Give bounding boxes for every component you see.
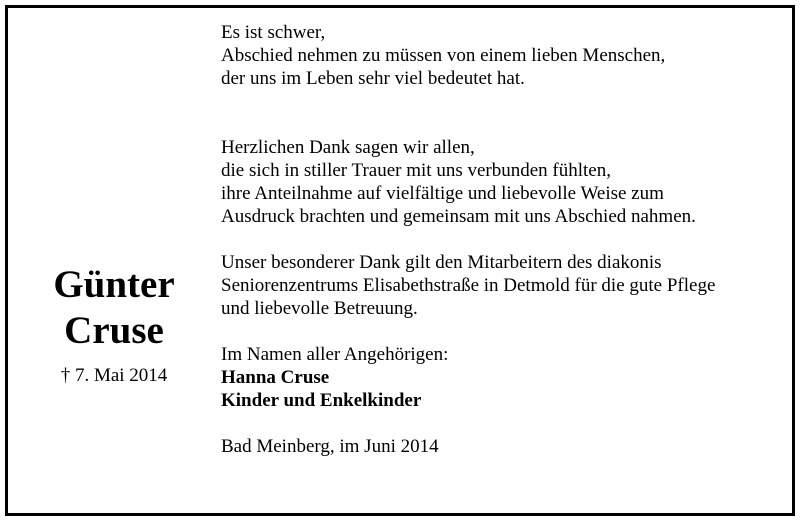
place-date [221, 435, 781, 458]
deceased-last-name: Cruse [64, 309, 164, 352]
paragraph-line: Es ist schwer, [221, 22, 326, 43]
paragraph-line: Unser besonderer Dank gilt den Mitarbeitern des diakonis [221, 252, 662, 273]
paragraph-thanks [221, 136, 781, 228]
death-date: † 7. Mai 2014 [60, 365, 168, 386]
paragraph-farewell [221, 21, 781, 90]
signature-name: Hanna Cruse [221, 367, 330, 388]
deceased-first-name: Günter [53, 263, 175, 306]
paragraph-line: Abschied nehmen zu müssen von einem lieben Menschen, [221, 45, 666, 66]
place-date-line: Bad Meinberg, im Juni 2014 [221, 436, 439, 457]
signature-name: Kinder und Enkelkinder [221, 390, 422, 411]
paragraph-line: Ausdruck brachten und gemeinsam mit uns Abschied nahmen. [221, 206, 696, 227]
paragraph-line: die sich in stiller Trauer mit uns verbunden fühlten, [221, 160, 611, 181]
signature-intro: Im Namen aller Angehörigen: [221, 344, 449, 365]
paragraph-special-thanks [221, 251, 781, 320]
signature-block [221, 343, 781, 412]
deceased-name-block [8, 262, 220, 388]
message-column [221, 21, 781, 458]
paragraph-line: Seniorenzentrums Elisabethstraße in Detmold für die gute Pflege [221, 275, 716, 296]
paragraph-line: und liebevolle Betreuung. [221, 298, 418, 319]
paragraph-line: Herzlichen Dank sagen wir allen, [221, 137, 475, 158]
paragraph-line: der uns im Leben sehr viel bedeutet hat. [221, 68, 525, 89]
paragraph-line: ihre Anteilnahme auf vielfältige und liebevolle Weise zum [221, 183, 664, 204]
